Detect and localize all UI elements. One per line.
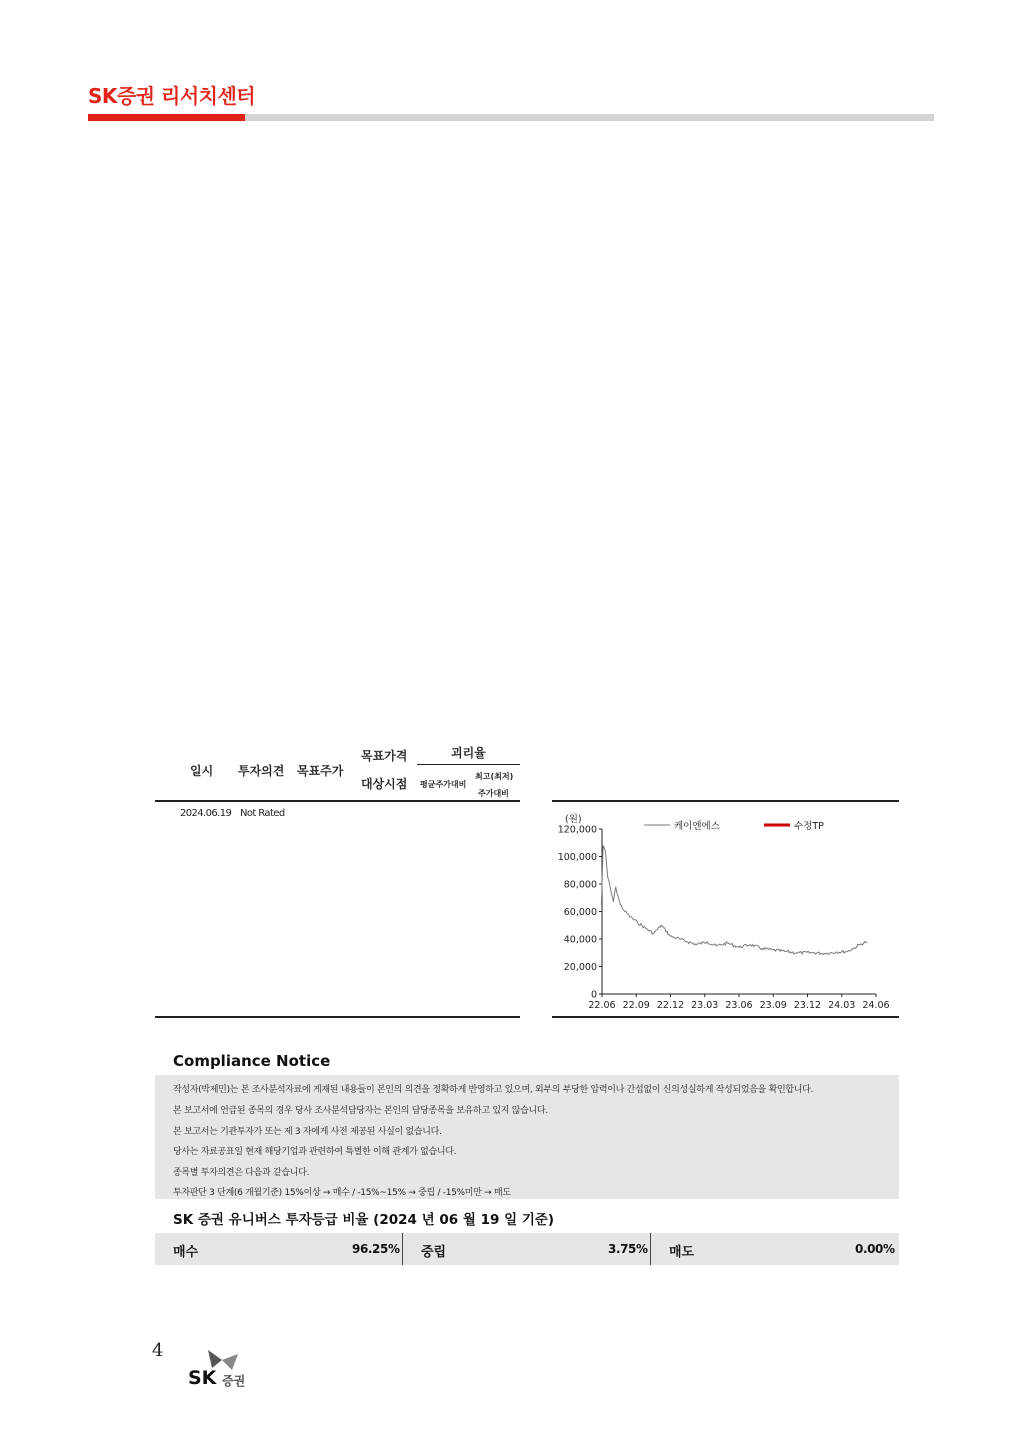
x-tick-label: 23.03 (691, 1000, 719, 1011)
footer-logo-sk: SK (188, 1367, 217, 1389)
col-header-disparity: 괴리율 (451, 746, 486, 760)
x-tick-label: 23.12 (793, 1000, 822, 1011)
legend-tp-label: 수정TP (794, 821, 824, 832)
table-cell-date: 2024.06.19 (180, 808, 232, 819)
brand-logo-text: SK증권 리서치센터 (88, 84, 256, 108)
ratio-value-sell: 0.00% (855, 1242, 895, 1256)
ratio-label-hold: 중립 (421, 1245, 447, 1260)
col-header-opinion: 투자의견 (238, 764, 285, 778)
x-tick-label: 23.09 (759, 1000, 787, 1011)
x-tick-label: 23.06 (725, 1000, 753, 1011)
x-tick-label: 22.09 (622, 1000, 650, 1011)
footer-logo-kr: 증권 (222, 1374, 246, 1388)
universe-ratio-box (155, 1233, 899, 1265)
header-accent-bar (88, 114, 245, 121)
col-header-target-period-1: 목표가격 (361, 749, 408, 763)
chart-svg (552, 805, 899, 1015)
y-tick-label: 60,000 (563, 907, 597, 918)
chart-bottom-rule (552, 1016, 899, 1018)
compliance-title: Compliance Notice (173, 1052, 331, 1070)
y-tick-label: 0 (590, 989, 597, 1001)
compliance-line: 본 보고서에 언급된 종목의 경우 당사 조사분석담당자는 본인의 담당종목을 보유하고 있지 않습니다. (173, 1106, 548, 1116)
y-tick-label: 100,000 (557, 852, 597, 863)
page-number: 4 (152, 1340, 164, 1361)
ratio-divider (650, 1233, 651, 1265)
series-line-price (601, 846, 867, 955)
x-tick-label: 22.06 (588, 1000, 616, 1011)
universe-ratio-title: SK 증권 유니버스 투자등급 비율 (2024 년 06 월 19 일 기준) (173, 1212, 555, 1228)
ratio-label-sell: 매도 (669, 1245, 695, 1260)
compliance-line: 본 보고서는 기관투자가 또는 제 3 자에게 사전 제공된 사실이 없습니다. (173, 1127, 442, 1137)
col-header-vs-high-low-2: 주가대비 (478, 789, 509, 798)
x-tick-label: 24.03 (828, 1000, 856, 1011)
x-tick-label: 22.12 (656, 1000, 685, 1011)
chart-top-rule (552, 800, 899, 802)
y-tick-label: 20,000 (563, 962, 597, 973)
y-axis-unit-label: (원) (565, 814, 582, 825)
x-tick-label: 24.06 (862, 1000, 890, 1011)
col-header-target-price: 목표주가 (297, 764, 344, 778)
y-tick-label: 120,000 (557, 824, 597, 836)
col-header-date: 일시 (190, 764, 214, 778)
y-tick-label: 40,000 (563, 934, 597, 946)
ratio-value-hold: 3.75% (608, 1242, 648, 1256)
table-header-rule (155, 800, 520, 802)
table-cell-opinion: Not Rated (240, 808, 285, 819)
compliance-line: 종목별 투자의견은 다음과 같습니다. (173, 1168, 310, 1178)
header-divider-bar (245, 114, 934, 121)
ratio-value-buy: 96.25% (352, 1242, 400, 1256)
compliance-line: 투자판단 3 단계(6 개월기준) 15%이상 → 매수 / -15%~15% → 중립 / -15%미만 → 매도 (173, 1188, 511, 1198)
table-bottom-rule (155, 1016, 520, 1018)
legend-price-label: 케이엔에스 (674, 821, 720, 832)
y-tick-label: 80,000 (563, 879, 597, 891)
col-header-vs-high-low-1: 최고(최저) (475, 772, 514, 781)
compliance-line: 당사는 자료공표일 현재 해당기업과 관련하여 특별한 이해 관계가 없습니다. (173, 1147, 457, 1157)
disparity-underline (417, 764, 520, 765)
compliance-line: 작성자(박제민)는 본 조사분석자료에 게재된 내용들이 본인의 의견을 정확하게 반영하고 있으며, 외부의 부당한 압력이나 간섭없이 신의성실하게 작성되었음을 확인합니다. (173, 1085, 814, 1095)
col-header-target-period-2: 대상시점 (361, 777, 408, 791)
ratio-label-buy: 매수 (173, 1245, 199, 1260)
ratio-divider (402, 1233, 403, 1265)
col-header-vs-avg: 평균주가대비 (420, 780, 467, 789)
